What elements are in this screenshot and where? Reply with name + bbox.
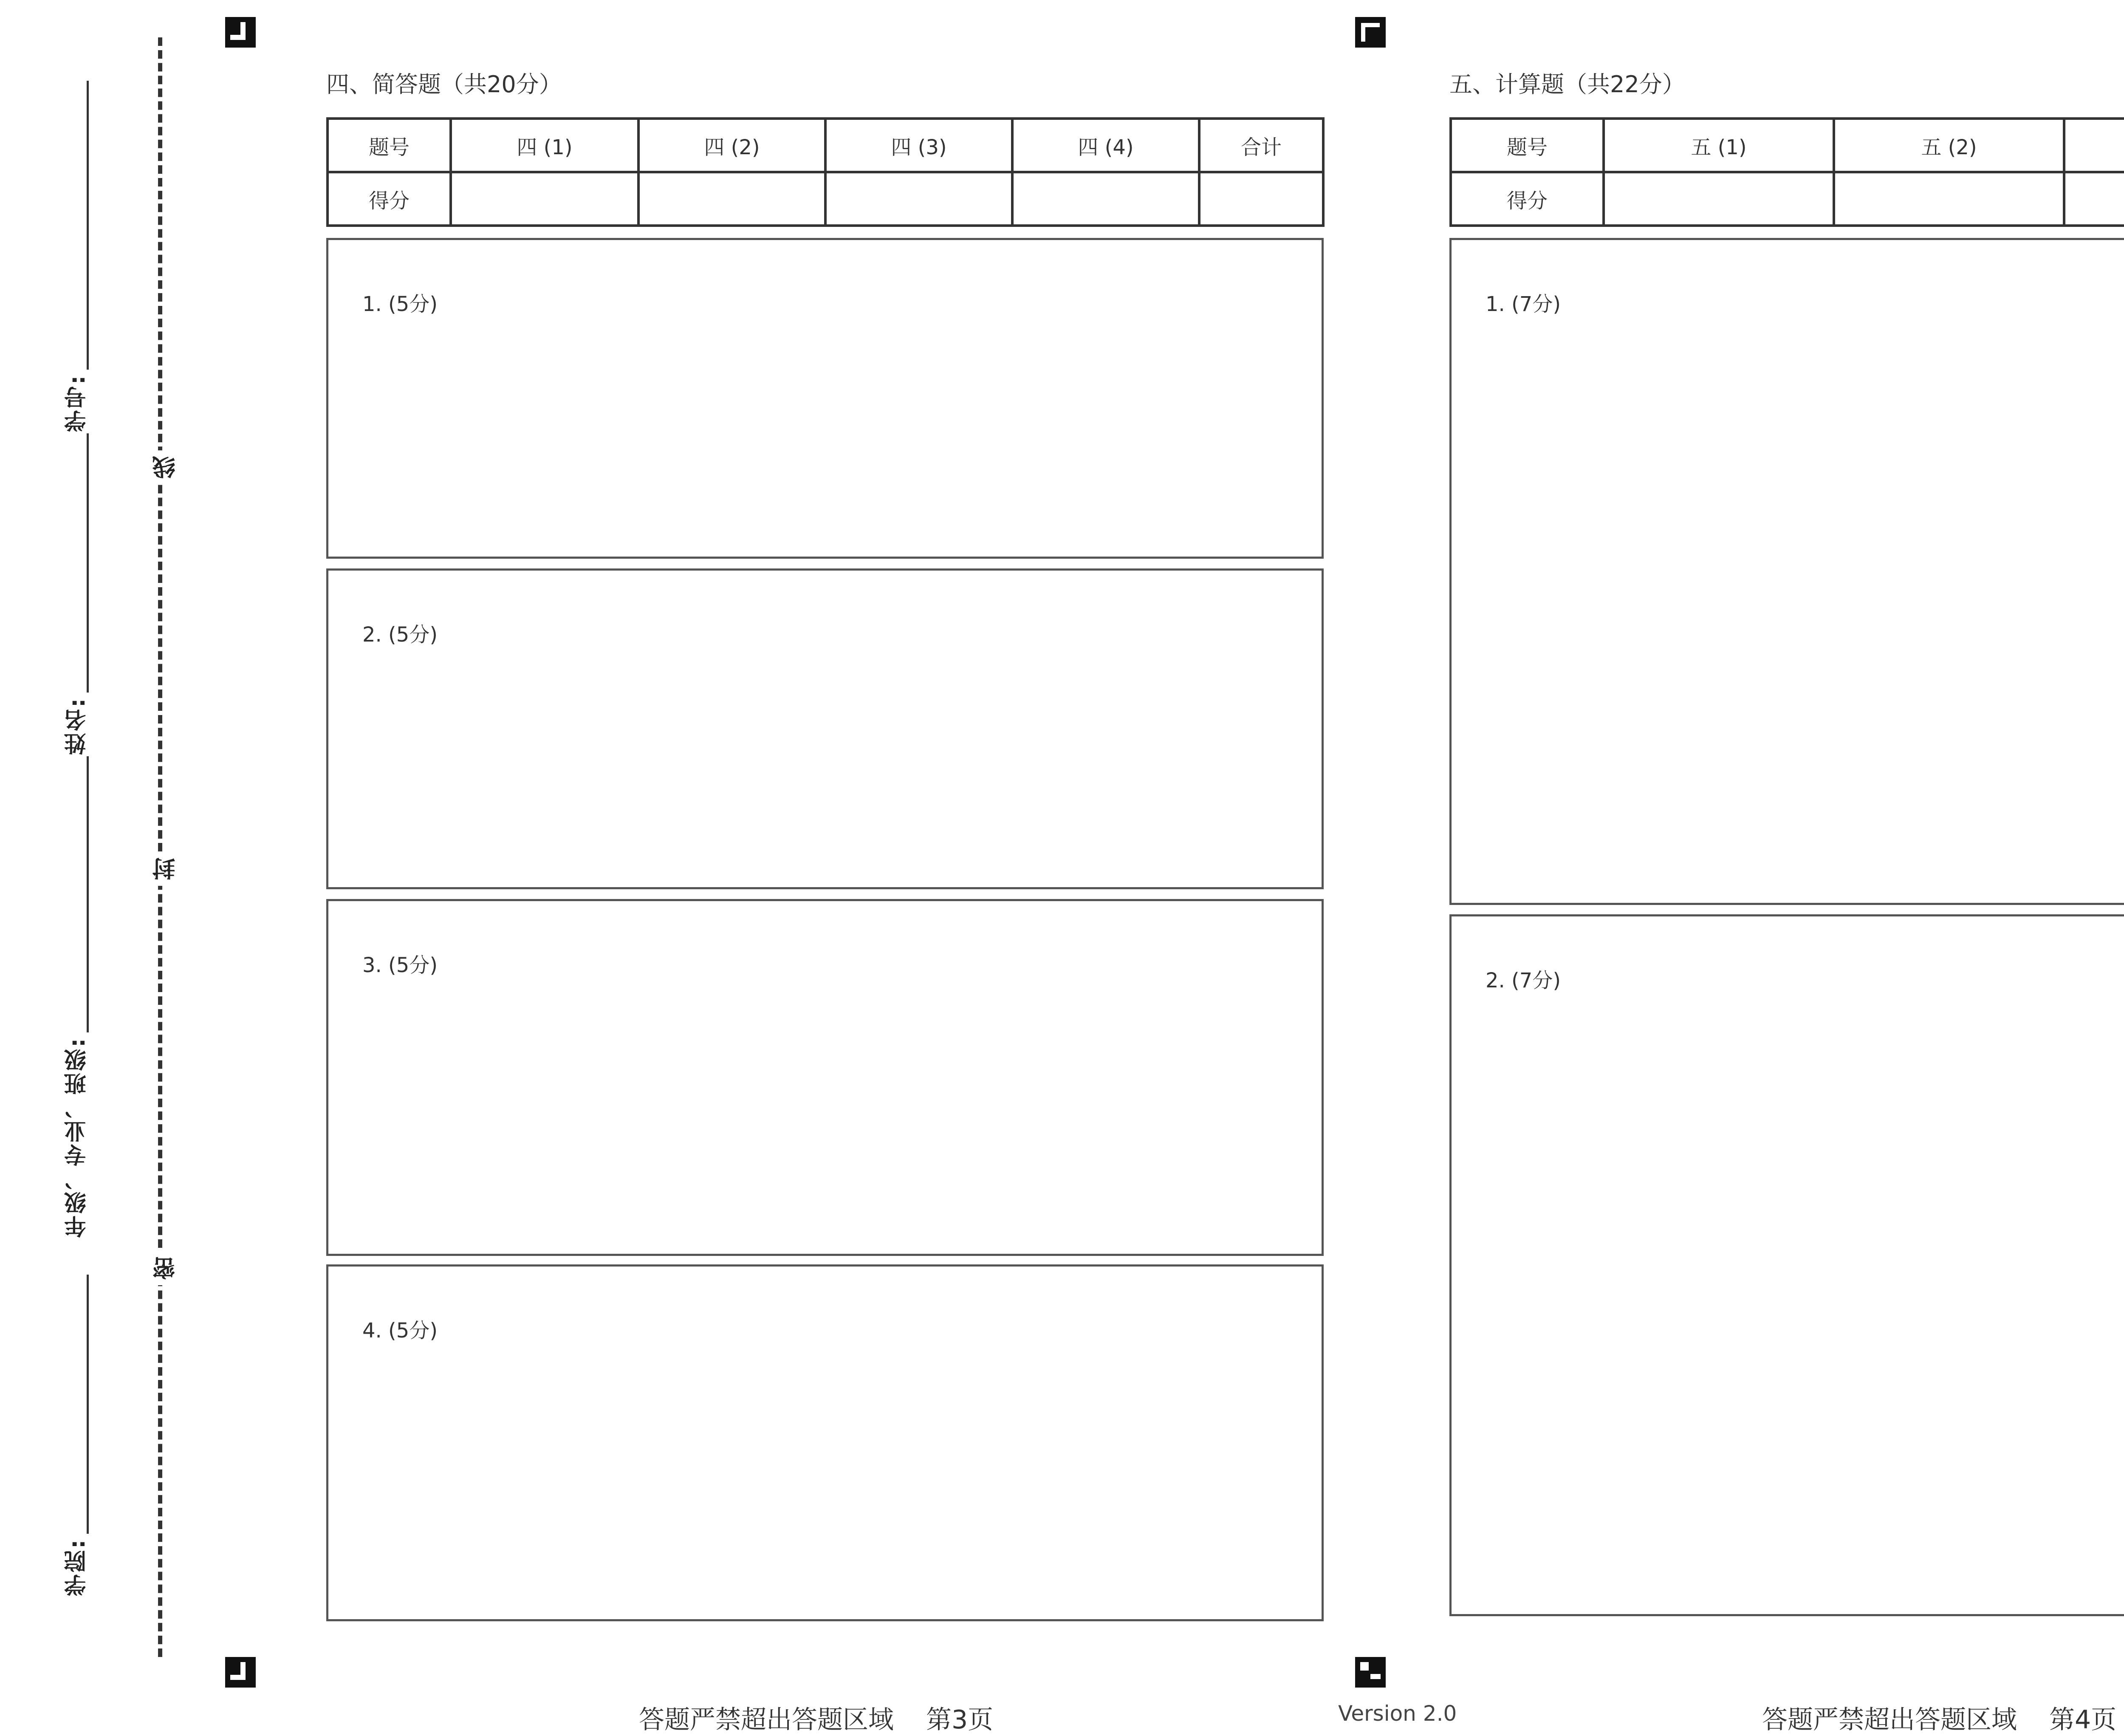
name-label: 姓名: (65, 697, 90, 755)
header-cell: 四 (2) (638, 119, 825, 172)
version-label: Version 2.0 (1338, 1701, 1457, 1726)
header-cell: 合计 (1199, 119, 1323, 172)
score-row-label: 得分 (1451, 172, 1604, 226)
page-number: 第3页 (926, 1705, 994, 1735)
answer-box-short-answer-2[interactable] (326, 568, 1324, 889)
header-cell: 四 (4) (1012, 119, 1199, 172)
header-cell (2064, 119, 2124, 172)
section-title-calculation: 五、计算题（共22分） (1449, 71, 1685, 98)
answer-box-calculation-1[interactable] (1449, 238, 2124, 905)
college-label: 学院: (65, 1538, 90, 1596)
score-table-calculation (1449, 117, 2124, 227)
seal-char-secret: 密 (149, 1251, 174, 1285)
grade-major-class-line (87, 756, 89, 1032)
header-cell: 四 (1) (451, 119, 638, 172)
score-total-cell[interactable] (1199, 172, 1323, 226)
score-table-header-row (328, 119, 1323, 172)
score-table-score-row (328, 172, 1323, 226)
footer-page4 (1762, 1699, 2116, 1736)
seal-dashed-line (158, 37, 162, 1657)
page-number: 第4页 (2049, 1705, 2117, 1735)
answer-box-short-answer-1[interactable] (326, 238, 1324, 559)
header-cell: 题号 (328, 119, 451, 172)
score-cell[interactable] (451, 172, 638, 226)
section-title-short-answer: 四、简答题（共20分） (326, 71, 562, 98)
score-table-short-answer (326, 117, 1325, 227)
footer-page3 (639, 1699, 993, 1736)
header-cell: 题号 (1451, 119, 1604, 172)
alignment-marker-bottom-center (1355, 1657, 1386, 1688)
score-row-label: 得分 (328, 172, 451, 226)
answer-box-short-answer-4[interactable] (326, 1264, 1324, 1621)
grade-major-class-label: 年级、专业、班级: (65, 1037, 90, 1238)
footer-warning: 答题严禁超出答题区域 (1762, 1705, 2017, 1735)
score-cell[interactable] (1604, 172, 1834, 226)
student-id-line (87, 81, 89, 370)
question-label: 3. (5分) (362, 953, 438, 977)
header-cell: 五 (1) (1604, 119, 1834, 172)
student-id-label: 学号: (65, 374, 90, 432)
score-cell[interactable] (2064, 172, 2124, 226)
score-cell[interactable] (825, 172, 1012, 226)
college-line (87, 1275, 89, 1534)
score-cell[interactable] (1012, 172, 1199, 226)
seal-char-seal: 封 (149, 852, 174, 886)
name-line (87, 433, 89, 693)
header-cell: 五 (2) (1834, 119, 2064, 172)
score-cell[interactable] (1834, 172, 2064, 226)
score-table-header-row (1451, 119, 2124, 172)
alignment-marker-bottom-left (225, 1657, 256, 1688)
question-label: 2. (7分) (1486, 969, 1561, 992)
question-label: 1. (7分) (1486, 292, 1561, 316)
seal-char-line: 线 (149, 450, 174, 484)
answer-box-short-answer-3[interactable] (326, 899, 1324, 1256)
question-label: 1. (5分) (362, 292, 438, 316)
answer-box-calculation-2[interactable] (1449, 914, 2124, 1616)
alignment-marker-top-center (1355, 17, 1386, 48)
question-label: 2. (5分) (362, 623, 438, 647)
score-cell[interactable] (638, 172, 825, 226)
footer-warning: 答题严禁超出答题区域 (639, 1705, 894, 1735)
question-label: 4. (5分) (362, 1319, 438, 1343)
alignment-marker-top-left (225, 17, 256, 48)
header-cell: 四 (3) (825, 119, 1012, 172)
score-table-score-row (1451, 172, 2124, 226)
